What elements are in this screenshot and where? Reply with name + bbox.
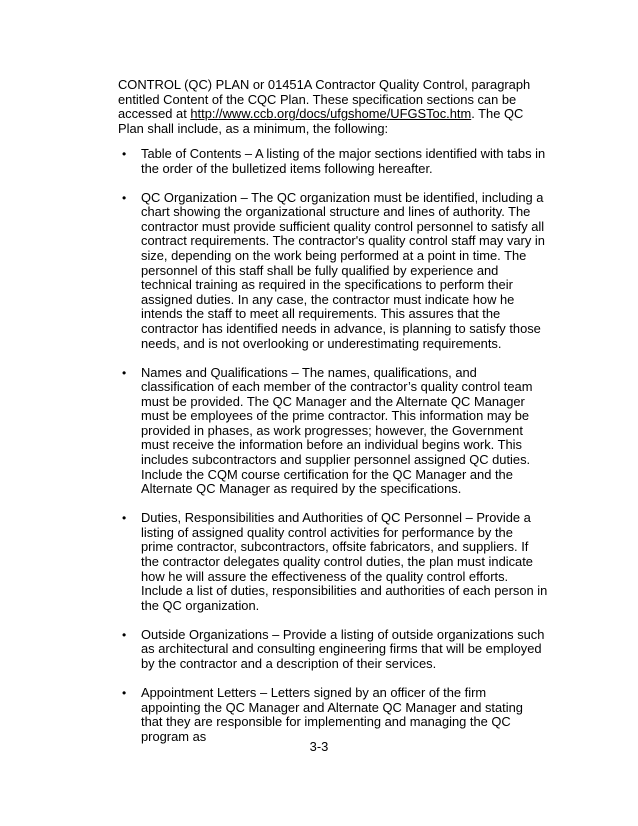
intro-text-end: . The QC Plan shall include, as a minimum, the following: — [118, 106, 524, 136]
list-item-text: Names and Qualifications – The names, qualifications, and classification of each member of the contractor’s quality control team must be provided. The QC Manager and the Alternate QC Manager must be employees of the prime contractor. This information may be provided in phases, as work progresses; however, the Government must receive the information before an individual begins work. This includes subcontractors and supplier personnel assigned QC duties. Include the CQM course certification for the QC Manager and the Alternate QC Manager as required by the specifications. — [141, 364, 533, 497]
list-item-names-qualifications — [118, 366, 548, 497]
bullet-icon: • — [122, 511, 127, 526]
list-item-duties-responsibilities — [118, 511, 548, 613]
bullet-icon: • — [122, 365, 127, 380]
bullet-icon: • — [122, 190, 127, 205]
list-item-table-of-contents — [118, 147, 548, 176]
intro-paragraph — [118, 78, 538, 136]
bullet-icon: • — [122, 147, 127, 161]
list-item-appointment-letters — [118, 686, 548, 744]
list-item-outside-organizations — [118, 628, 548, 672]
list-item-qc-organization — [118, 191, 548, 352]
qc-plan-contents-list — [118, 147, 548, 759]
list-item-text: Duties, Responsibilities and Authorities of QC Personnel – Provide a listing of assigned quality control activities for performance by the prime contractor, subcontractors, offsite fabricators, and suppliers. If the contractor delegates quality control duties, the plan must indicate how he will assure the effectiveness of the quality control efforts. Include a list of duties, responsibilities and authorities of each person in the QC organization. — [141, 510, 548, 613]
page-number: 3-3 — [309, 739, 329, 754]
list-item-text: Table of Contents – A listing of the major sections identified with tabs in the order of the bulletized items following hereafter. — [141, 146, 546, 176]
list-item-text: QC Organization – The QC organization must be identified, including a chart showing the organizational structure and lines of authority. The contractor must provide sufficient quality control personnel to satisfy all contract requirements. The contractor's quality control staff may vary in size, depending on the work being performed at a point in time. The personnel of this staff shall be fully qualified by experience and technical training as required in the specifications to perform their assigned duties. In any case, the contractor must indicate how he intends the staff to meet all requirements. This assures that the contractor has identified needs in advance, is planning to satisfy those needs, and is not overlooking or underestimating requirements. — [141, 189, 545, 351]
bullet-icon: • — [122, 685, 127, 700]
intro-text-start: CONTROL (QC) PLAN or 01451A Contractor Quality Control, paragraph entitled Content of the CQC Plan. These specification sections can be accessed at — [118, 77, 531, 122]
bullet-icon: • — [122, 627, 127, 642]
list-item-text: Appointment Letters – Letters signed by an officer of the firm appointing the QC Manager and Alternate QC Manager and stating that they are responsible for implementing and managing the QC program as — [141, 684, 523, 744]
list-item-text: Outside Organizations – Provide a listing of outside organizations such as architectural and consulting engineering firms that will be employed by the contractor and a description of their services. — [141, 626, 545, 671]
ufgs-toc-link[interactable]: http://www.ccb.org/docs/ufgshome/UFGSToc.htm — [190, 106, 472, 122]
